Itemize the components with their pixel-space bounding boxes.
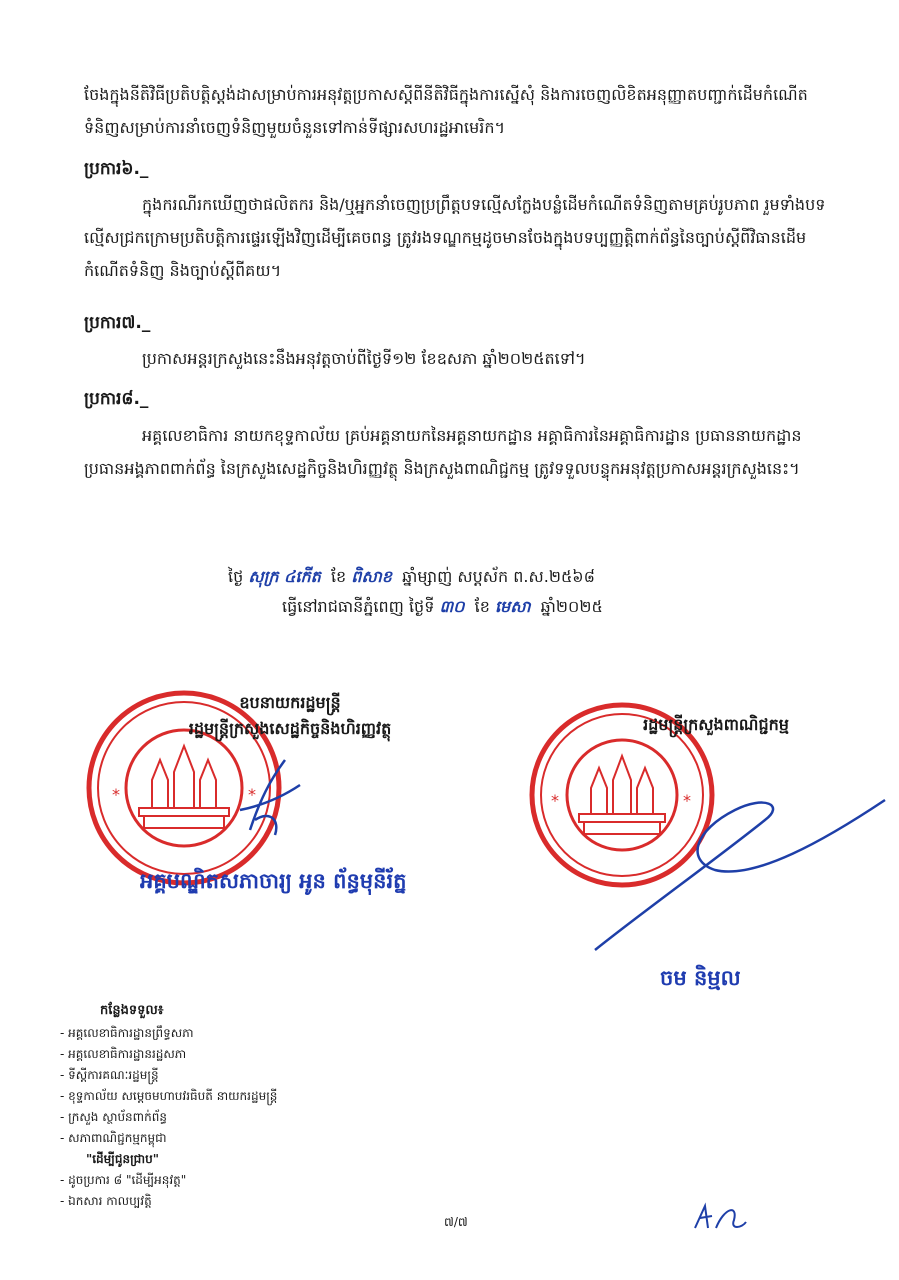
- month-label: ខែ: [330, 567, 347, 586]
- recipient-item: - ខុទ្ទកាល័យ សម្តេចមហាបវរធិបតី នាយករដ្ឋមន្ត្រី: [60, 1086, 277, 1107]
- right-signer-title: រដ្ឋមន្ត្រីក្រសួងពាណិជ្ជកម្ម: [643, 715, 789, 734]
- date-lunar-line: [228, 566, 595, 590]
- place-prefix: ធ្វើនៅរាជធានីភ្នំពេញ ថ្ងៃទី: [282, 597, 435, 616]
- recipients-title: កន្លែងទទួល៖: [100, 1003, 164, 1018]
- article-8-body: អគ្គលេខាធិការ នាយកខុទ្ទកាល័យ គ្រប់អគ្គនាយកនៃអគ្គនាយកដ្ឋាន អគ្គាធិការនៃអគ្គាធិការដ្ឋាន ប្រធាននាយកដ្ឋាន ប្រធានអង្គភាពពាក់ព័ន្ធ នៃក្រសួងសេដ្ឋកិច្ចនិងហិរញ្ញវត្ថុ និងក្រសួងពាណិជ្ជកម្ម ត្រូវទទួលបន្ទុកអនុវត្តប្រកាសអន្តរក្រសួងនេះ។: [84, 426, 802, 478]
- date-prefix: ថ្ងៃ: [228, 567, 244, 586]
- recipient-item: - អគ្គលេខាធិការដ្ឋានរដ្ឋសភា: [60, 1044, 277, 1065]
- svg-text:*: *: [248, 785, 256, 804]
- recipient-item: - ទីស្តីការគណៈរដ្ឋមន្ត្រី: [60, 1065, 277, 1086]
- svg-text:*: *: [112, 785, 120, 804]
- handwritten-month: ពិសាខ: [351, 567, 392, 586]
- left-signer-title-1: ឧបនាយករដ្ឋមន្ត្រី: [239, 693, 341, 712]
- handwritten-solar-month: មេសា: [494, 597, 531, 616]
- recipient-item: - អគ្គលេខាធិការដ្ឋានព្រឹទ្ធសភា: [60, 1023, 277, 1044]
- recipients-block: [60, 1000, 277, 1212]
- recipients-list: [60, 1023, 277, 1212]
- handwritten-solar-day: ៣០: [439, 597, 465, 616]
- article-8-heading: ប្រការ៨._: [84, 389, 149, 409]
- left-signer-title-2: រដ្ឋមន្ត្រីក្រសួងសេដ្ឋកិច្ចនិងហិរញ្ញវត្ថុ: [188, 719, 392, 738]
- page-number: ៧/៧: [444, 1215, 468, 1229]
- intro-paragraph: ចែងក្នុងនីតិវិធីប្រតិបត្តិស្តង់ដាសម្រាប់ការអនុវត្តប្រកាសស្តីពីនីតិវិធីក្នុងការស្នើសុំ និងការចេញលិខិតអនុញ្ញាតបញ្ជាក់ដើមកំណើតទំនិញសម្រាប់ការនាំចេញទំនិញមួយចំនួនទៅកាន់ទីផ្សារសហរដ្ឋអាមេរិក។: [84, 85, 808, 137]
- right-signer-name: ចម និម្មល: [660, 966, 741, 990]
- handwritten-day: សុក្រ ៤កើត: [248, 567, 321, 586]
- svg-text:*: *: [683, 791, 691, 810]
- initials-signature: [690, 1200, 750, 1235]
- svg-text:*: *: [551, 791, 559, 810]
- lunar-year: ឆ្នាំម្សាញ់ សប្តស័ក ព.ស.២៥៦៨: [402, 567, 595, 586]
- article-6-heading: ប្រការ៦._: [84, 159, 149, 179]
- recipient-item: - សភាពាណិជ្ជកម្មកម្ពុជា: [60, 1128, 277, 1149]
- article-7-body: ប្រកាសអន្តរក្រសួងនេះនឹងអនុវត្តចាប់ពីថ្ងៃទី១២ ខែឧសភា ឆ្នាំ២០២៥តទៅ។: [142, 349, 586, 368]
- left-signature: [230, 750, 310, 840]
- solar-month-label: ខែ: [474, 597, 490, 616]
- article-6-body: ក្នុងករណីរកឃើញថាផលិតករ និង/ឬអ្នកនាំចេញប្រព្រឹត្តបទល្មើសក្លែងបន្លំដើមកំណើតទំនិញតាមគ្រប់រូបភាព រួមទាំងបទល្មើសជ្រកក្រោមប្រតិបត្តិការផ្ទេរឡើងវិញដើម្បីគេចពន្ធ ត្រូវរងទណ្ឌកម្មដូចមានចែងក្នុងបទប្បញ្ញត្តិពាក់ព័ន្ធនៃច្បាប់ស្តីពីវិធានដើមកំណើតទំនិញ និងច្បាប់ស្តីពីគយ។: [84, 195, 826, 280]
- recipient-item: - ដូចប្រការ ៨ "ដើម្បីអនុវត្ត": [60, 1170, 277, 1191]
- left-signer-name: អគ្គបណ្ឌិតសភាចារ្យ អូន ព័ន្ធមុនីរ័ត្ន: [140, 869, 407, 893]
- right-signature: [585, 780, 890, 955]
- recipient-note: "ដើម្បីជូនជ្រាប": [86, 1152, 159, 1166]
- recipient-item: - ក្រសួង ស្ថាប័នពាក់ព័ន្ធ: [60, 1107, 277, 1128]
- date-solar-line: [282, 596, 603, 620]
- recipient-item: - ឯកសារ កាលប្បវត្តិ: [60, 1191, 277, 1212]
- solar-year: ឆ្នាំ២០២៥: [540, 597, 603, 616]
- article-7-heading: ប្រការ៧._: [84, 313, 151, 333]
